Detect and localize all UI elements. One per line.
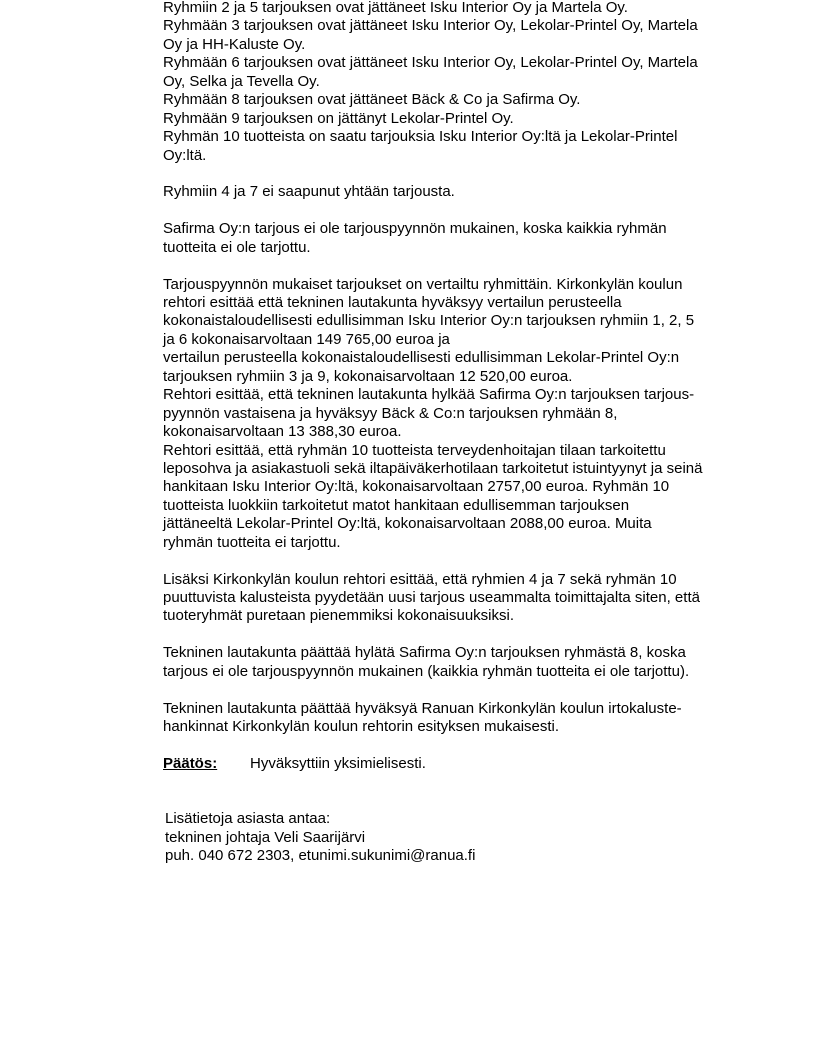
text-line: tuotteita ei ole tarjottu. xyxy=(163,238,311,256)
text-line: tuotteista luokkiin tarkoitetut matot hankitaan edullisemman tarjouksen xyxy=(163,496,630,514)
text-line: ja 6 kokonaisarvoltaan 149 765,00 euroa ja xyxy=(163,330,450,348)
text-line: pyynnön vastaisena ja hyväksyy Bäck & Co:n tarjouksen ryhmään 8, xyxy=(163,404,618,422)
text-line: vertailun perusteella kokonaistaloudellisesti edullisimman Lekolar-Printel Oy:n xyxy=(163,349,680,367)
text-line: Ryhmiin 2 ja 5 tarjouksen ovat jättäneet Isku Interior Oy ja Martela Oy. xyxy=(163,0,628,16)
text-line: Oy ja HH-Kaluste Oy. xyxy=(163,35,306,53)
text-line: Tekninen lautakunta päättää hyväksyä Ranuan Kirkonkylän koulun irtokaluste- xyxy=(163,699,682,717)
text-line: Safirma Oy:n tarjous ei ole tarjouspyynnön mukainen, koska kaikkia ryhmän xyxy=(163,220,667,238)
text-line: Lisätietoja asiasta antaa: xyxy=(165,810,331,828)
reject-paragraph xyxy=(163,644,763,681)
text-line: Rehtori esittää, että ryhmän 10 tuotteista terveydenhoitajan tilaan tarkoitettu xyxy=(163,441,666,459)
text-line: kokonaistaloudellisesti edullisimman Isku Interior Oy:n tarjouksen ryhmiin 1, 2, 5 xyxy=(163,312,695,330)
text-line: leposohva ja asiakastuoli sekä iltapäiväkerhotilaan tarkoitetut istuintyynyt ja seinä xyxy=(163,459,703,477)
text-line: hankinnat Kirkonkylän koulun rehtorin esityksen mukaisesti. xyxy=(163,718,560,736)
text-line: tuoteryhmät puretaan pienemmiksi kokonaisuuksiksi. xyxy=(163,607,514,625)
text-line: hankitaan Isku Interior Oy:ltä, kokonaisarvoltaan 2757,00 euroa. Ryhmän 10 xyxy=(163,478,670,496)
text-line: Tekninen lautakunta päättää hylätä Safirma Oy:n tarjouksen ryhmästä 8, koska xyxy=(163,644,686,662)
comparison-paragraph xyxy=(163,276,763,553)
text-line: puh. 040 672 2303, etunimi.sukunimi@ranua.fi xyxy=(165,847,476,865)
text-line: Lisäksi Kirkonkylän koulun rehtori esittää, että ryhmien 4 ja 7 sekä ryhmän 10 xyxy=(163,570,677,588)
text-line: tekninen johtaja Veli Saarijärvi xyxy=(165,828,366,846)
text-line: tarjous ei ole tarjouspyynnön mukainen (kaikkia ryhmän tuotteita ei ole tarjottu). xyxy=(163,662,690,680)
text-line: kokonaisarvoltaan 13 388,30 euroa. xyxy=(163,423,402,441)
safirma-paragraph xyxy=(163,220,763,257)
text-line: Ryhmän 10 tuotteista on saatu tarjouksia Isku Interior Oy:ltä ja Lekolar-Printel xyxy=(163,128,678,146)
text-line: Ryhmiin 4 ja 7 ei saapunut yhtään tarjousta. xyxy=(163,183,455,201)
contact-info xyxy=(165,810,763,865)
no-offers-paragraph xyxy=(163,183,763,201)
text-line: tarjouksen ryhmiin 3 ja 9, kokonaisarvoltaan 12 520,00 euroa. xyxy=(163,367,573,385)
text-line: ryhmän tuotteita ei tarjottu. xyxy=(163,533,341,551)
text-line: Ryhmään 8 tarjouksen ovat jättäneet Bäck & Co ja Safirma Oy. xyxy=(163,91,581,109)
text-line: rehtori esittää että tekninen lautakunta hyväksyy vertailun perusteella xyxy=(163,294,622,311)
decision-row xyxy=(163,755,763,773)
text-line: Tarjouspyynnön mukaiset tarjoukset on vertailtu ryhmittäin. Kirkonkylän koulun xyxy=(163,275,683,293)
document-page xyxy=(163,0,763,866)
text-line: jättäneeltä Lekolar-Printel Oy:ltä, kokonaisarvoltaan 2088,00 euroa. Muita xyxy=(163,515,652,533)
text-line: Ryhmään 9 tarjouksen on jättänyt Lekolar-Printel Oy. xyxy=(163,109,514,127)
decision-label: Päätös: xyxy=(163,754,218,772)
decision-value: Hyväksyttiin yksimielisesti. xyxy=(250,754,426,772)
offers-paragraph xyxy=(163,0,763,165)
text-line: Oy:ltä. xyxy=(163,146,207,164)
text-line: Rehtori esittää, että tekninen lautakunta hylkää Safirma Oy:n tarjouksen tarjous- xyxy=(163,386,695,404)
text-line: puuttuvista kalusteista pyydetään uusi tarjous useammalta toimittajalta siten, että xyxy=(163,589,700,606)
additional-paragraph xyxy=(163,571,763,626)
approve-paragraph xyxy=(163,700,763,737)
text-line: Ryhmään 3 tarjouksen ovat jättäneet Isku Interior Oy, Lekolar-Printel Oy, Martela xyxy=(163,17,698,35)
text-line: Oy, Selka ja Tevella Oy. xyxy=(163,72,320,90)
text-line: Ryhmään 6 tarjouksen ovat jättäneet Isku Interior Oy, Lekolar-Printel Oy, Martela xyxy=(163,54,698,72)
